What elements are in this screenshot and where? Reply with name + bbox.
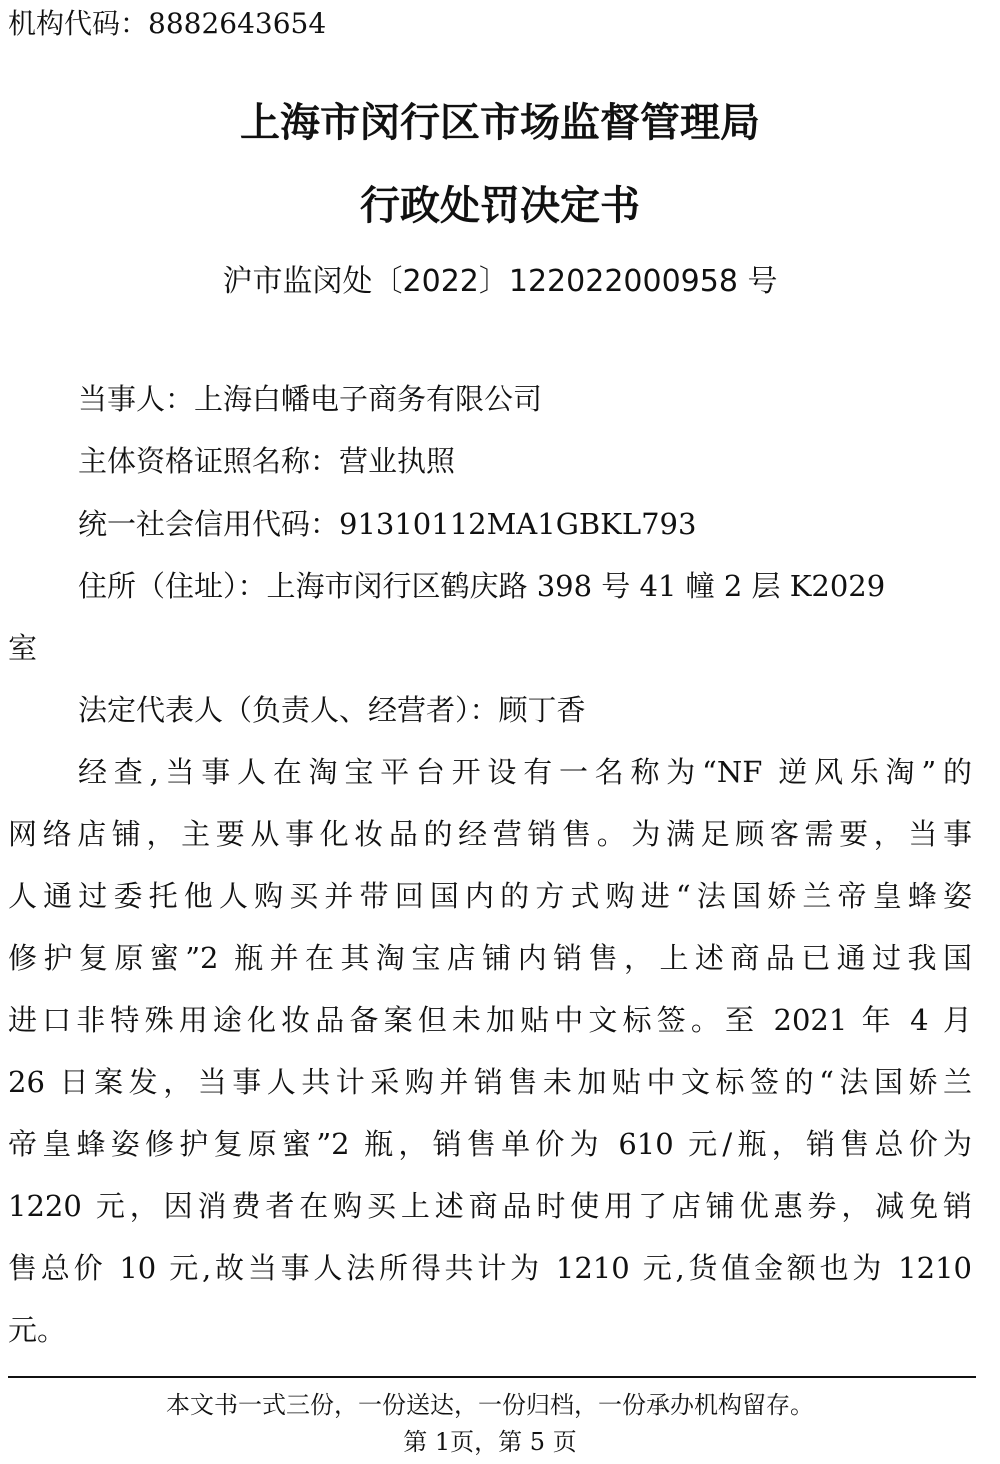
license-name: 主体资格证照名称：营业执照	[78, 444, 456, 478]
body-line: 26 日案发，当事人共计采购并销售未加贴中文标签的“法国娇兰	[8, 1065, 972, 1099]
party-name: 当事人：上海白幡电子商务有限公司	[78, 382, 543, 416]
body-line: 进口非特殊用途化妆品备案但未加贴中文标签。至 2021 年 4 月	[8, 1003, 972, 1037]
body-line: 帝皇蜂姿修护复原蜜”2 瓶，销售单价为 610 元/瓶，销售总价为	[8, 1127, 972, 1161]
body-line: 网络店铺，主要从事化妆品的经营销售。为满足顾客需要，当事	[8, 817, 972, 851]
legal-representative: 法定代表人（负责人、经营者）：顾丁香	[78, 693, 586, 727]
body-line: 元。	[8, 1313, 67, 1347]
body-line: 人通过委托他人购买并带回国内的方式购进“法国娇兰帝皇蜂姿	[8, 879, 972, 913]
body-line: 售总价 10 元,故当事人法所得共计为 1210 元,货值金额也为 1210	[8, 1251, 972, 1285]
body-line: 经查,当事人在淘宝平台开设有一名称为“NF 逆风乐淘”的	[78, 755, 972, 789]
address-line-1: 住所（住址）：上海市闵行区鹤庆路 398 号 41 幢 2 层 K2029	[78, 569, 886, 603]
document-number: 沪市监闵处〔2022〕122022000958 号	[222, 264, 778, 299]
address-line-2: 室	[8, 631, 38, 665]
footer-divider	[8, 1376, 976, 1378]
org-code: 机构代码：8882643654	[8, 7, 327, 40]
copies-note: 本文书一式三份，一份送达，一份归档，一份承办机构留存。	[166, 1391, 814, 1419]
issuing-authority-title: 上海市闵行区市场监督管理局	[240, 100, 760, 146]
page-number: 第 1页，第 5 页	[403, 1428, 577, 1456]
body-line: 修护复原蜜”2 瓶并在其淘宝店铺内销售，上述商品已通过我国	[8, 941, 972, 975]
body-line: 1220 元，因消费者在购买上述商品时使用了店铺优惠券，减免销	[8, 1189, 972, 1223]
document-type-title: 行政处罚决定书	[360, 183, 640, 229]
credit-code: 统一社会信用代码：91310112MA1GBKL793	[78, 507, 697, 541]
